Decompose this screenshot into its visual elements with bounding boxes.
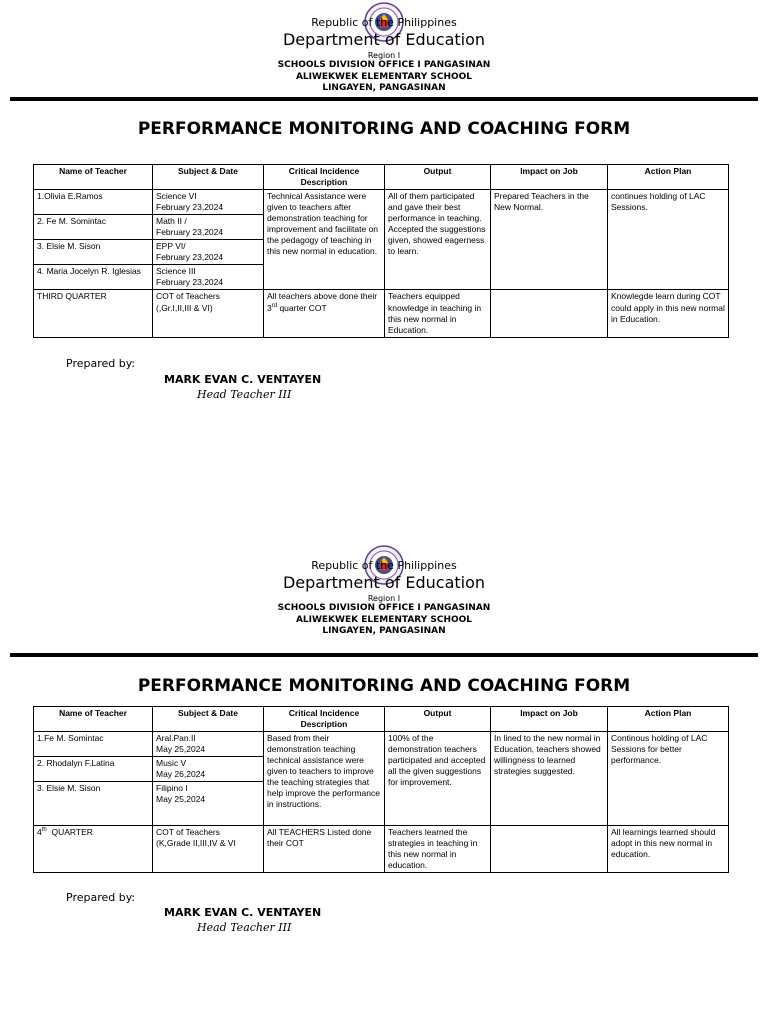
impact-cell: In lined to the new normal in Education, teachers showed willingness to learned strategies suggested. bbox=[491, 732, 608, 826]
impact-cell bbox=[491, 826, 608, 873]
department-name: Department of Education bbox=[282, 30, 486, 49]
subject-date: Filipino I May 25,2024 bbox=[153, 782, 264, 826]
impact-cell bbox=[491, 290, 608, 337]
teacher-name: 2. Rhodalyn F.Latina bbox=[34, 757, 153, 782]
output-cell: 100% of the demonstration teachers participated and accepted all the given suggestions for improvement. bbox=[385, 732, 491, 826]
col-header: Action Plan bbox=[608, 707, 729, 732]
teacher-name: 1.Fe M. Somintac bbox=[34, 732, 153, 757]
letterhead bbox=[0, 0, 768, 100]
output-cell: Teachers equipped knowledge in teaching in this new normal in Education. bbox=[385, 290, 491, 337]
republic-text: Republic of the Philippines bbox=[311, 559, 457, 572]
col-header: Name of Teacher bbox=[34, 165, 153, 190]
prepared-by-label: Prepared by: bbox=[66, 891, 136, 904]
republic-text: Republic of the Philippines bbox=[311, 16, 457, 29]
col-header: Name of Teacher bbox=[34, 707, 153, 732]
col-header: Subject & Date bbox=[153, 707, 264, 732]
subject-date: Music V May 26,2024 bbox=[153, 757, 264, 782]
signer-name: MARK EVAN C. VENTAYEN bbox=[164, 906, 322, 919]
teacher-name: 3. Elsie M. Sison bbox=[34, 782, 153, 826]
subject-date: EPP VI/ February 23,2024 bbox=[153, 240, 264, 265]
teacher-name: 4. Maria Jocelyn R. Iglesias bbox=[34, 265, 153, 290]
output-cell: Teachers learned the strategies in teaching in this new normal in education. bbox=[385, 826, 491, 873]
table-header-row bbox=[34, 707, 729, 732]
subject-date: Science III February 23,2024 bbox=[153, 265, 264, 290]
action-plan-cell: All learnings learned should adopt in this new normal in education. bbox=[608, 826, 729, 873]
table-row bbox=[34, 732, 729, 757]
output-cell: All of them participated and gave their best performance in teaching. Accepted the suggestions given, showed eagerness to learn. bbox=[385, 190, 491, 290]
col-header: Critical Incidence Description bbox=[264, 707, 385, 732]
action-plan-cell: Continous holding of LAC Sessions for better performance. bbox=[608, 732, 729, 826]
incidence-description: All teachers above done their 3rd quarter COT bbox=[264, 290, 385, 337]
school-location: LINGAYEN, PANGASINAN bbox=[322, 83, 446, 93]
col-header: Output bbox=[385, 707, 491, 732]
department-name: Department of Education bbox=[282, 573, 486, 592]
signer-position: Head Teacher III bbox=[197, 388, 292, 401]
division-text: SCHOOLS DIVISION OFFICE I PANGASINAN bbox=[277, 60, 491, 70]
action-plan-cell: continues holding of LAC Sessions. bbox=[608, 190, 729, 290]
col-header: Output bbox=[385, 165, 491, 190]
header-divider bbox=[10, 97, 758, 101]
school-name: ALIWEKWEK ELEMENTARY SCHOOL bbox=[295, 615, 473, 625]
col-header: Subject & Date bbox=[153, 165, 264, 190]
incidence-description: Based from their demonstration teaching technical assistance were given to teachers to improve the teaching strategies that help improve the performance in instructions. bbox=[264, 732, 385, 826]
letterhead bbox=[0, 543, 768, 643]
impact-cell: Prepared Teachers in the New Normal. bbox=[491, 190, 608, 290]
subject-date: COT of Teachers (K,Grade II,III,IV & VI bbox=[153, 826, 264, 873]
teacher-name: 1.Olivia E.Ramos bbox=[34, 190, 153, 215]
header-divider bbox=[10, 653, 758, 657]
monitoring-table bbox=[33, 706, 729, 873]
quarter-label: 4th QUARTER bbox=[34, 826, 153, 873]
signer-name: MARK EVAN C. VENTAYEN bbox=[164, 373, 322, 386]
subject-date: Math II / February 23,2024 bbox=[153, 215, 264, 240]
table-row bbox=[34, 826, 729, 873]
monitoring-table bbox=[33, 164, 729, 338]
subject-date: COT of Teachers (,Gr.I,II,III & VI) bbox=[153, 290, 264, 337]
col-header: Impact on Job bbox=[491, 165, 608, 190]
incidence-description: All TEACHERS Listed done their COT bbox=[264, 826, 385, 873]
form-title: PERFORMANCE MONITORING AND COACHING FORM bbox=[137, 676, 631, 696]
subject-date: Science VI February 23,2024 bbox=[153, 190, 264, 215]
col-header: Impact on Job bbox=[491, 707, 608, 732]
region-text: Region I bbox=[367, 51, 401, 60]
action-plan-cell: Knowlegde learn during COT could apply in this new normal in Education. bbox=[608, 290, 729, 337]
teacher-name: 3. Elsie M. Sison bbox=[34, 240, 153, 265]
region-text: Region I bbox=[367, 594, 401, 603]
form-title: PERFORMANCE MONITORING AND COACHING FORM bbox=[137, 119, 631, 139]
table-header-row bbox=[34, 165, 729, 190]
incidence-description: Technical Assistance were given to teachers after demonstration teaching for improvement and facilitate on the pedagogy of teaching in this new normal in education. bbox=[264, 190, 385, 290]
school-name: ALIWEKWEK ELEMENTARY SCHOOL bbox=[295, 72, 473, 82]
table-row bbox=[34, 290, 729, 337]
form-block-1 bbox=[0, 0, 768, 401]
division-text: SCHOOLS DIVISION OFFICE I PANGASINAN bbox=[277, 603, 491, 613]
signer-position: Head Teacher III bbox=[197, 921, 292, 934]
teacher-name: 2. Fe M. Somintac bbox=[34, 215, 153, 240]
col-header: Action Plan bbox=[608, 165, 729, 190]
prepared-by-label: Prepared by: bbox=[66, 357, 136, 370]
quarter-label: THIRD QUARTER bbox=[34, 290, 153, 337]
col-header: Critical Incidence Description bbox=[264, 165, 385, 190]
school-location: LINGAYEN, PANGASINAN bbox=[322, 626, 446, 636]
table-row bbox=[34, 190, 729, 215]
form-block-2 bbox=[0, 543, 768, 934]
subject-date: Aral.Pan.II May 25,2024 bbox=[153, 732, 264, 757]
